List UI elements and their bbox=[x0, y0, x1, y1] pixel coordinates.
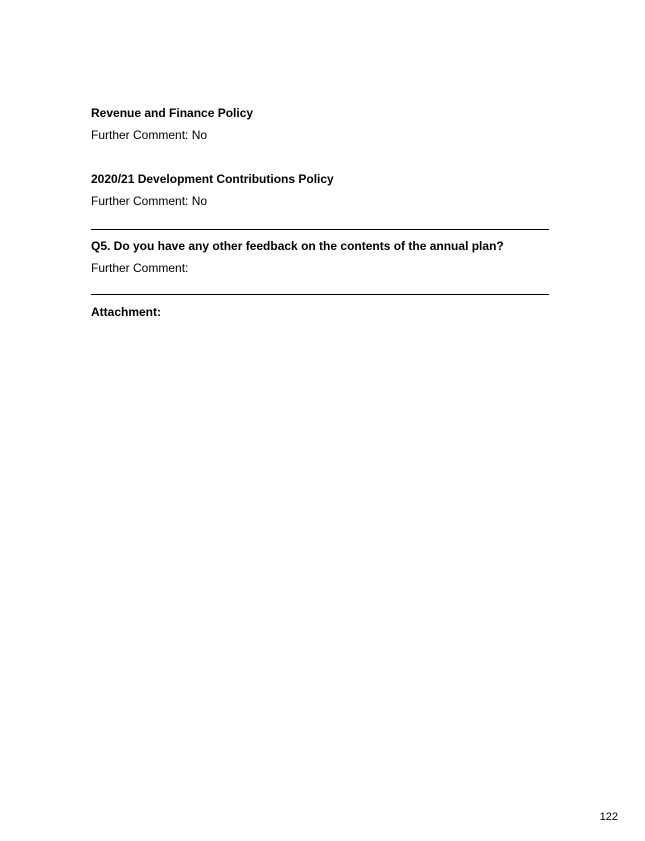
divider-rule bbox=[91, 294, 549, 295]
question-heading-q5: Q5. Do you have any other feedback on the contents of the annual plan? bbox=[91, 239, 504, 253]
section-comment-development-contributions-policy: Further Comment: No bbox=[91, 194, 208, 208]
section-comment-revenue-finance-policy: Further Comment: No bbox=[91, 128, 208, 142]
question-comment-q5: Further Comment: bbox=[91, 261, 189, 275]
divider-rule bbox=[91, 229, 549, 230]
attachment-label: Attachment: bbox=[91, 305, 162, 319]
section-heading-development-contributions-policy: 2020/21 Development Contributions Policy bbox=[91, 172, 334, 186]
page-number: 122 bbox=[599, 811, 618, 823]
section-heading-revenue-finance-policy: Revenue and Finance Policy bbox=[91, 106, 254, 120]
